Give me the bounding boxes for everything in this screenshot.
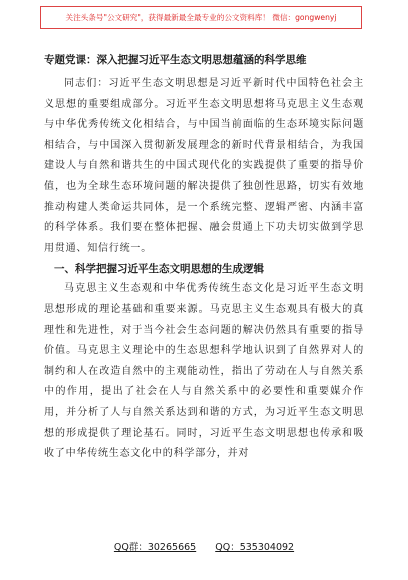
page-footer — [0, 539, 408, 553]
section-paragraph: 马克思主义生态观和中华优秀传统生态文化是习近平生态文明思想形成的理论基础和重要来源。马克思主义生态观具有极大的真理性和先进性，对于当今社会生态问题的解决仍然具有重要的指导价值。马克思主义理论中的生态思想科学地认识到了自然界对人的制约和人在改造自然中的主观能动性，指出了劳动在人与自然关系中的作用，提出了社会在人与自然关系中的必要性和重要媒介作用，并分析了人与自然关系达到和谐的方式，为习近平生态文明思想的形成提供了理论基石。同时，习近平生态文明思想也传承和吸收了中华传统生态文化中的科学部分，并对 — [44, 283, 364, 460]
section-heading: 一、科学把握习近平生态文明思想的生成逻辑 — [54, 263, 264, 276]
document-body — [44, 53, 364, 465]
footer-qq-group[interactable]: QQ群：30265665 — [113, 542, 197, 553]
document-title: 专题党课：深入把握习近平生态文明思想蕴涵的科学思维 — [44, 54, 307, 66]
footer-qq[interactable]: QQ：535304092 — [215, 542, 295, 553]
intro-paragraph: 同志们：习近平生态文明思想是习近平新时代中国特色社会主义思想的重要组成部分。习近平生态文明思想将马克思主义生态观与中华优秀传统文化相结合，与中国当前面临的生态环境实际问题相结合，与中国深入贯彻新发展理念的新时代背景相结合，为我国建设人与自然和谐共生的中国式现代化的实践提供了重要的指导价值，也为全球生态环境问题的解决提供了独创性思路，切实有效地推动构建人类命运共同体，是一个系统完整、逻辑严密、内涵丰富的科学体系。我们要在整体把握、融会贯通上下功夫切实做到学思用贯通、知信行统一。 — [44, 78, 364, 254]
promo-banner — [40, 6, 362, 29]
promo-banner-text: 关注头条号"公文研究"，获得最新最全最专业的公文资料库！ 微信：gongwenyj — [65, 13, 337, 22]
